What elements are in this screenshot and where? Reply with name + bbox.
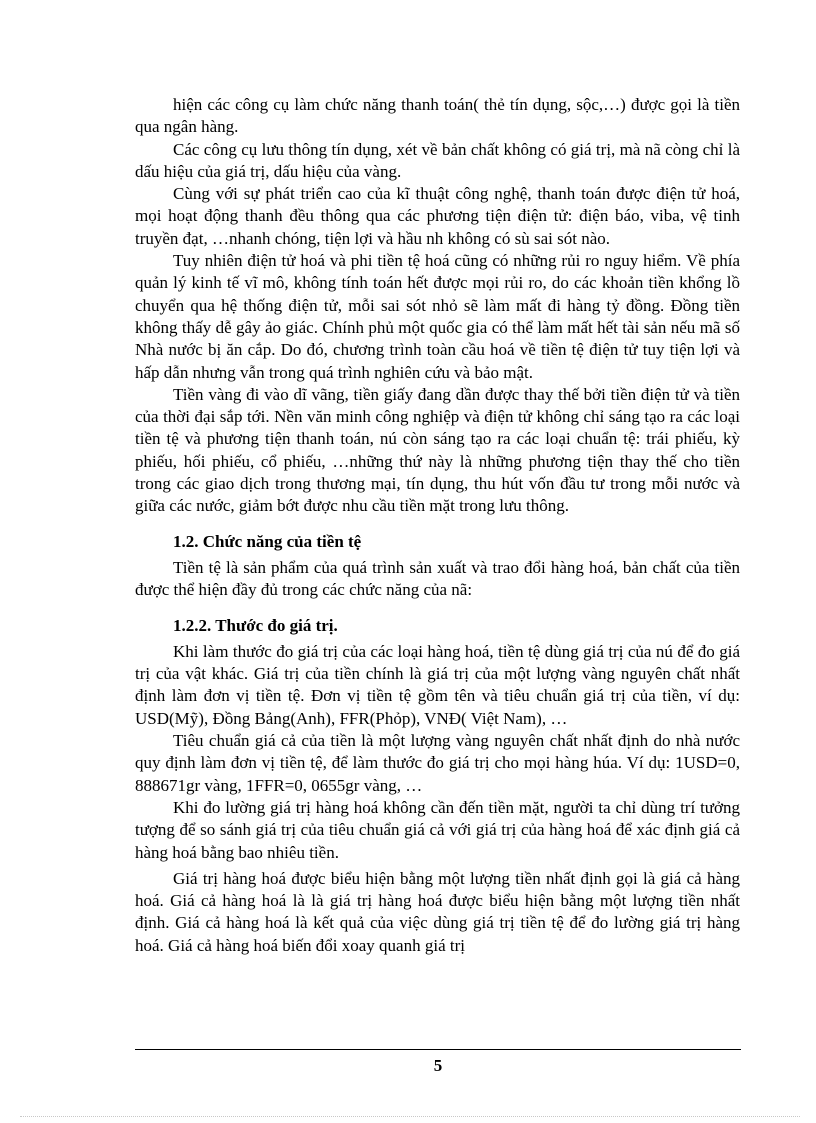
paragraph: Tiêu chuẩn giá cả của tiền là một lượng vàng nguyên chất nhất định do nhà nước quy định làm đơn vị tiền tệ, để làm thước đo giá trị cho mọi hàng húa. Ví dụ: 1USD=0, 888671gr vàng, 1FFR=0, 0655gr vàng, … [135,731,740,795]
page-edge-divider [20,1116,800,1117]
paragraph: Tiền tệ là sản phẩm của quá trình sản xuất và trao đổi hàng hoá, bản chất của tiền được thể hiện đầy đủ trong các chức năng của nã: [135,557,740,600]
paragraph: Tuy nhiên điện tử hoá và phi tiền tệ hoá cũng có những rủi ro nguy hiểm. Về phía quản lý kinh tế vĩ mô, không tính toán hết được mọi rủi ro, do các khoản tiền khổng lồ chuyển qua hệ thống điện tử, mỗi sai sót nhỏ sẽ làm mất đi hàng tỷ đồng. Đồng tiền không thấy dễ gây ảo giác. Chính phủ một quốc gia có thể làm mất hết tài sản nếu mã số Nhà nước bị ăn cắp. Do đó, chương trình toàn cầu hoá về tiền tệ điện tử tuy tiện lợi và hấp dẫn nhưng vẫn trong quá trình nghiên cứu và bảo mật. [135,251,740,382]
paragraph: Các công cụ lưu thông tín dụng, xét về bản chất không có giá trị, mà nã còng chỉ là dấu hiệu của giá trị, dấu hiệu của vàng. [135,139,740,181]
section-heading: 1.2. Chức năng của tiền tệ [173,531,362,551]
spacer [135,518,740,531]
paragraph: Cùng với sự phát triển cao của kĩ thuật công nghệ, thanh toán được điện tử hoá, mọi hoạt động thanh đều thông qua các phương tiện điện tử: điện báo, viba, vệ tinh truyền đạt, …nhanh chóng, tiện lợi và hầu nh không có sù sai sót nào. [135,184,740,248]
spacer [135,602,740,615]
page-body [135,94,740,957]
paragraph: Giá trị hàng hoá được biểu hiện bằng một lượng tiền nhất định gọi là giá cả hàng hoá. Giá cả hàng hoá là là giá trị hàng hoá được biểu hiện bằng một lượng tiền nhất định. Giá cả hàng hoá là kết quả của việc dùng giá trị tiền tệ để đo lường giá trị hàng hoá. Giá cả hàng hoá biến đổi xoay quanh giá trị [135,868,740,955]
footer-divider [135,1049,741,1050]
paragraph: hiện các công cụ làm chức năng thanh toán( thẻ tín dụng, sộc,…) được gọi là tiền qua ngân hàng. [135,95,740,137]
paragraph: Khi làm thước đo giá trị của các loại hàng hoá, tiền tệ dùng giá trị của nú để đo giá trị của vật khác. Giá trị của tiền chính là giá trị của một lượng vàng nguyên chất nhất định làm đơn vị tiền tệ. Đơn vị tiền tệ gồm tên và tiêu chuẩn giá trị của tiền, ví dụ: USD(Mỹ), Đồng Bảng(Anh), FFR(Phỏp), VNĐ( Việt Nam), … [135,641,740,728]
page-number: 5 [433,1056,443,1075]
subsection-heading: 1.2.2. Thước đo giá trị. [173,615,338,635]
paragraph: Tiền vàng đi vào dĩ vãng, tiền giấy đang dần được thay thế bởi tiền điện tử và tiền của thời đại sắp tới. Nền văn minh công nghiệp và điện tử không chỉ sáng tạo ra các loại tiền tệ và phương tiện thanh toán, nú còn sáng tạo ra các loại chuẩn tệ: trái phiếu, kỳ phiếu, hối phiếu, cổ phiếu, …những thứ này là những phương tiện thay thế cho tiền trong các giao dịch trong thương mại, tín dụng, thu hút vốn đầu tư trong mỗi nước và giữa các nước, giảm bớt được nhu cầu tiền mặt trong lưu thông. [135,384,740,516]
paragraph: Khi đo lường giá trị hàng hoá không cần đến tiền mặt, người ta chỉ dùng trí tưởng tượng để so sánh giá trị của tiêu chuẩn giá cả với giá trị của hàng hoá để xác định giá cả hàng hoá bằng bao nhiêu tiền. [135,797,740,862]
